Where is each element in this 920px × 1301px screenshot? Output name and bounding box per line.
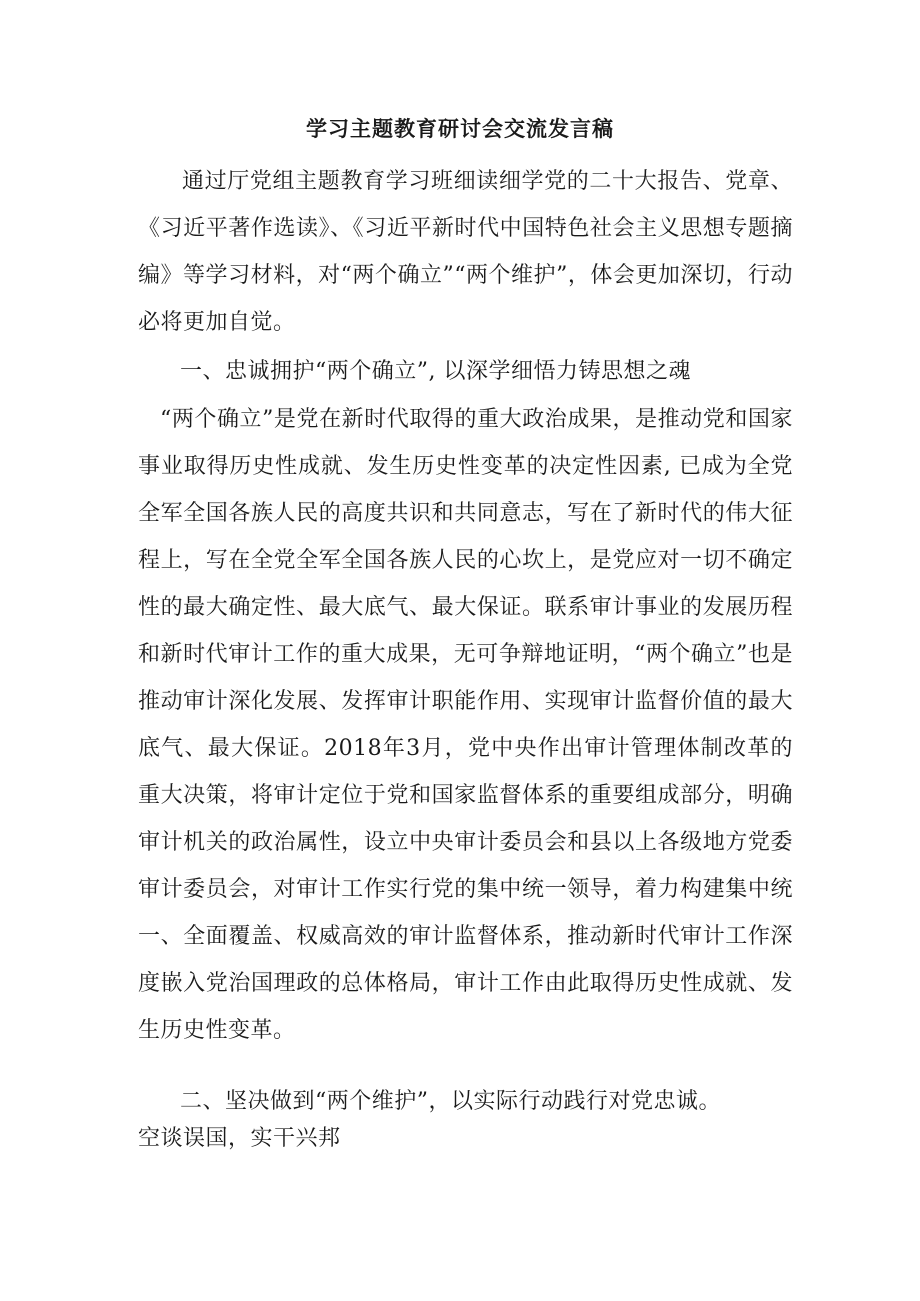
paragraph-intro: 通过厅党组主题教育学习班细读细学党的二十大报告、党章、《习近平著作选读》、《习近平新时代中国特色社会主义思想专题摘编》等学习材料，对“两个确立”“两个维护”，体会更加深切，行动必将更加自觉。 <box>138 169 793 335</box>
section-heading-2: 二、坚决做到“两个维护”，以实际行动践行对党忠诚。 <box>180 1089 721 1114</box>
section-heading-1: 一、忠诚拥护“两个确立”, 以深学细悟力铸思想之魂 <box>180 359 691 384</box>
document-title: 学习主题教育研讨会交流发言稿 <box>306 116 614 141</box>
paragraph-section-2: 空谈误国，实干兴邦 <box>138 1126 341 1151</box>
paragraph-section-1: “两个确立”是党在新时代取得的重大政治成果，是推动党和国家事业取得历史性成就、发生历史性变革的决定性因素, 已成为全党全军全国各族人民的高度共识和共同意志，写在了新时代的伟大征程上，写在全党全军全国各族人民的心坎上，是党应对一切不确定性的最大确定性、最大底气、最大保证。联系审计事业的发展历程和新时代审计工作的重大成果，无可争辩地证明，“两个确立”也是推动审计深化发展、发挥审计职能作用、实现审计监督价值的最大底气、最大保证。2018年3月，党中央作出审计管理体制改革的重大决策，将审计定位于党和国家监督体系的重要组成部分，明确审计机关的政治属性，设立中央审计委员会和县以上各级地方党委审计委员会，对审计工作实行党的集中统一领导，着力构建集中统一、全面覆盖、权威高效的审计监督体系，推动新时代审计工作深度嵌入党治国理政的总体格局，审计工作由此取得历史性成就、发生历史性变革。 <box>138 407 793 1043</box>
